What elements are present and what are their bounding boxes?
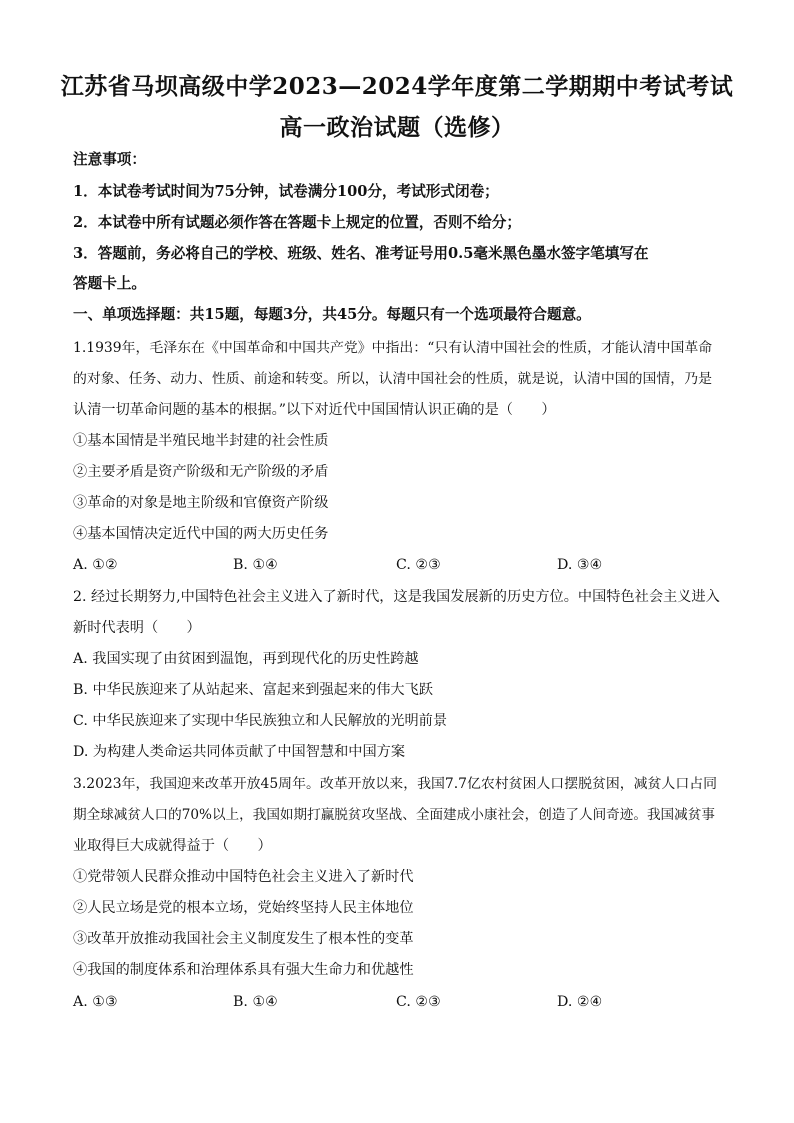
notice-item: 答题卡上。 [73,275,146,292]
exam-title: 江苏省马坝高级中学2023—2024学年度第二学期期中考试考试 [60,73,734,100]
notice-item: 1．本试卷考试时间为75分钟，试卷满分100分，考试形式闭卷； [73,183,499,200]
statement: ②主要矛盾是资产阶级和无产阶级的矛盾 [73,464,329,480]
answer-option-c: C. 中华民族迎来了实现中华民族独立和人民解放的光明前景 [73,713,448,729]
answer-option-a: A. ①② [73,557,118,573]
section-heading: 一、单项选择题：共15题，每题3分，共45分。每题只有一个选项最符合题意。 [73,306,591,323]
notice-heading: 注意事项： [73,151,146,168]
question-stem: 2. 经过长期努力,中国特色社会主义进入了新时代，这是我国发展新的历史方位。中国特色社会主义进入 [73,589,720,605]
answer-option-b: B. ①④ [233,557,278,573]
answer-option-c: C. ②③ [396,994,441,1010]
statement: ①党带领人民群众推动中国特色社会主义进入了新时代 [73,869,414,885]
statement: ②人民立场是党的根本立场，党始终坚持人民主体地位 [73,900,414,916]
question-stem: 3.2023年，我国迎来改革开放45周年。改革开放以来，我国7.7亿农村贫困人口摆脱贫困，减贫人口占同 [73,776,717,792]
exam-subtitle: 高一政治试题（选修） [279,114,515,141]
statement: ④基本国情决定近代中国的两大历史任务 [73,526,329,542]
answer-option-a: A. 我国实现了由贫困到温饱，再到现代化的历史性跨越 [73,651,419,667]
answer-option-d: D. ③④ [557,557,603,573]
answer-option-d: D. ②④ [557,994,603,1010]
question-stem: 认清一切革命问题的基本的根据。”以下对近代中国国情认识正确的是（ ） [73,402,556,418]
question-stem: 业取得巨大成就得益于（ ） [73,838,272,854]
question-stem: 1.1939年，毛泽东在《中国革命和中国共产党》中指出：“只有认清中国社会的性质，才能认清中国革命 [73,340,713,356]
question-stem: 期全球减贫人口的70%以上，我国如期打赢脱贫攻坚战、全面建成小康社会，创造了人间奇迹。我国减贫事 [73,807,715,823]
statement: ①基本国情是半殖民地半封建的社会性质 [73,433,329,449]
question-stem: 的对象、任务、动力、性质、前途和转变。所以，认清中国社会的性质，就是说，认清中国的国情，乃是 [73,371,712,387]
notice-item: 3．答题前，务必将自己的学校、班级、姓名、准考证号用0.5毫米黑色墨水签字笔填写在 [73,245,649,262]
answer-option-b: B. ①④ [233,994,278,1010]
statement: ④我国的制度体系和治理体系具有强大生命力和优越性 [73,962,414,978]
question-stem: 新时代表明（ ） [73,620,201,636]
statement: ③革命的对象是地主阶级和官僚资产阶级 [73,495,329,511]
statement: ③改革开放推动我国社会主义制度发生了根本性的变革 [73,931,414,947]
answer-option-d: D. 为构建人类命运共同体贡献了中国智慧和中国方案 [73,744,406,760]
answer-option-a: A. ①③ [73,994,118,1010]
notice-item: 2．本试卷中所有试题必须作答在答题卡上规定的位置，否则不给分； [73,214,521,231]
answer-option-c: C. ②③ [396,557,441,573]
answer-option-b: B. 中华民族迎来了从站起来、富起来到强起来的伟大飞跃 [73,682,433,698]
